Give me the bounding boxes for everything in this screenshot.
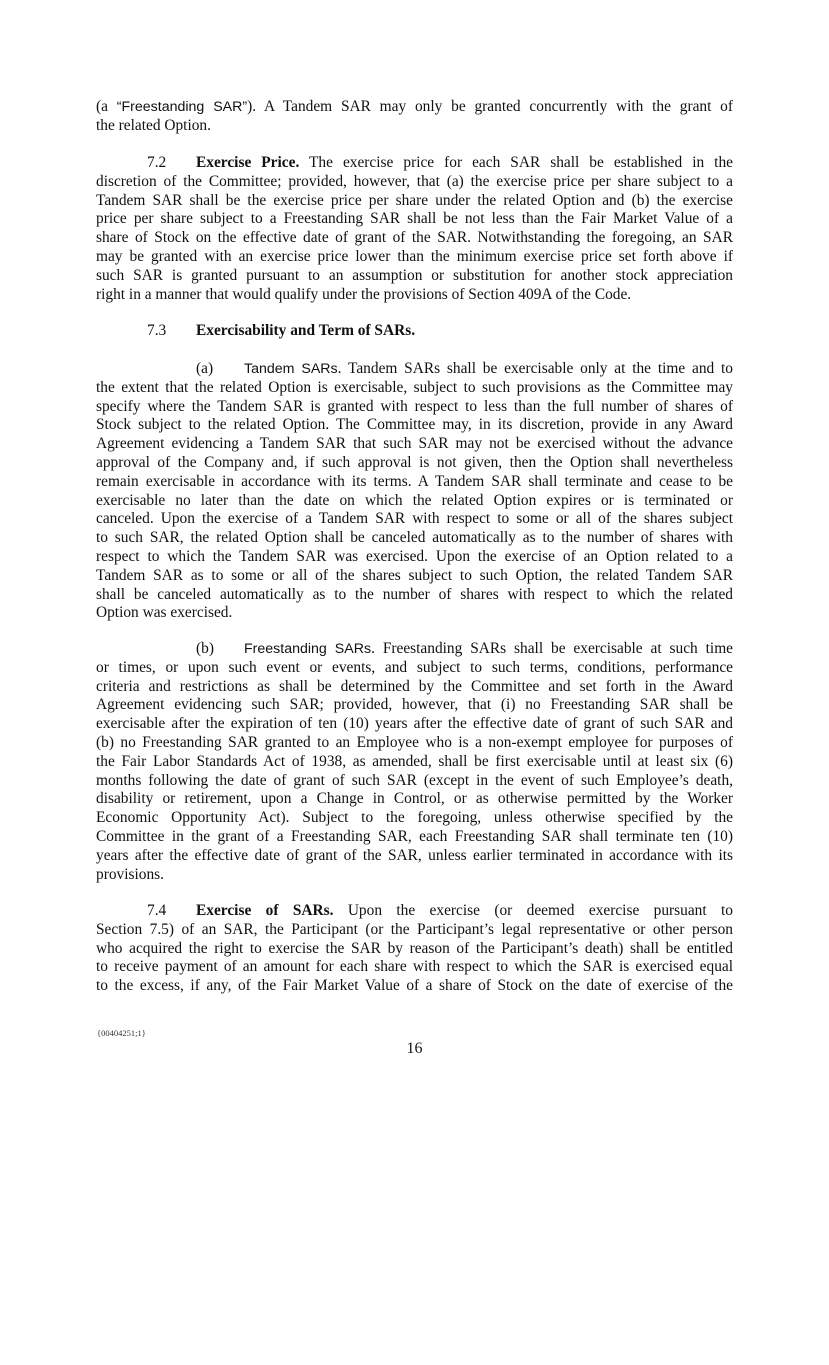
- text-line: criteria and restrictions as shall be determined by the Committee and set forth in the Award: [96, 677, 733, 695]
- text-line: years after the effective date of grant of the SAR, unless earlier terminated in accordance with its: [96, 846, 733, 864]
- section-number: 7.3: [147, 322, 167, 339]
- text-line: disability or retirement, upon a Change in Control, or as otherwise permitted by the Worker: [96, 790, 733, 808]
- text-line: [96, 360, 733, 379]
- text-segment: (a: [96, 98, 117, 115]
- line-group: [96, 659, 733, 885]
- text-segment: Upon the exercise (or deemed exercise pursuant to: [333, 902, 733, 919]
- text-line: shall be canceled automatically as to the number of shares with respect to which the related: [96, 585, 733, 603]
- section-heading: Exercise Price.: [196, 154, 300, 171]
- text-segment: [244, 640, 733, 659]
- text-segment: [196, 154, 733, 173]
- section-7-2: [96, 154, 733, 304]
- text-line: [96, 98, 733, 117]
- text-line: discretion of the Committee; provided, however, that (a) the exercise price per share subject to a: [96, 172, 733, 190]
- text-line: or times, or upon such event or events, and subject to such terms, conditions, performance: [96, 658, 733, 676]
- text-line: Section 7.5) of an SAR, the Participant (or the Participant’s legal representative or other person: [96, 920, 733, 938]
- text-line: to such SAR, the related Option shall be canceled automatically as to the number of shares with: [96, 529, 733, 547]
- text-line: such SAR is granted pursuant to an assumption or substitution for another stock appreciation: [96, 266, 733, 284]
- section-7-3: [96, 322, 733, 341]
- text-line: [96, 154, 733, 173]
- section-7-3-a: [96, 360, 733, 623]
- text-line: (b) no Freestanding SAR granted to an Employee who is a non-exempt employee for purposes of: [96, 733, 733, 751]
- subsection-label: (b): [196, 640, 214, 657]
- defined-term: Freestanding SARs: [244, 641, 372, 657]
- text-line: to receive payment of an amount for each share with respect to which the SAR is exercised equal: [96, 958, 733, 976]
- text-segment: ). A Tandem SAR may only be granted concurrently with the grant of: [247, 98, 733, 115]
- text-segment: The exercise price for each SAR shall be established in the: [299, 154, 733, 171]
- section-heading: Exercisability and Term of SARs.: [196, 322, 416, 339]
- section-7-3-b: [96, 640, 733, 884]
- text-line: Tandem SAR shall be the exercise price per share under the related Option and (b) the exercise: [96, 191, 733, 209]
- text-line: months following the date of grant of such SAR (except in the event of such Employee’s death,: [96, 771, 733, 789]
- text-line: price per share subject to a Freestanding SAR shall be not less than the Fair Market Value of a: [96, 210, 733, 228]
- section-7-4: [96, 902, 733, 996]
- text-segment: . Freestanding SARs shall be exercisable at such time: [371, 640, 733, 657]
- text-line: may be granted with an exercise price lower than the minimum exercise price set forth above if: [96, 247, 733, 265]
- defined-term: “Freestanding SAR”: [116, 99, 248, 115]
- text-line: Agreement evidencing such SAR; provided, however, that (i) no Freestanding SAR shall be: [96, 696, 733, 714]
- text-line: Stock subject to the related Option. The Committee may, in its discretion, provide in any Award: [96, 416, 733, 434]
- text-line: approval of the Company and, if such approval is not given, then the Option shall nevertheless: [96, 453, 733, 471]
- text-line: [96, 322, 733, 341]
- text-segment: . Tandem SARs shall be exercisable only at the time and to: [337, 360, 733, 377]
- text-line: respect to which the Tandem SAR was exercised. Upon the exercise of an Option related to a: [96, 547, 733, 565]
- text-line: share of Stock on the effective date of grant of the SAR. Notwithstanding the foregoing, an SAR: [96, 229, 733, 247]
- document-code: {00404251;1}: [97, 1028, 146, 1038]
- text-line: to the excess, if any, of the Fair Market Value of a share of Stock on the date of exercise of the: [96, 977, 733, 995]
- section-number: 7.2: [147, 154, 167, 171]
- section-heading: Exercise of SARs.: [196, 902, 334, 919]
- text-line: exercisable after the expiration of ten (10) years after the effective date of grant of such SAR and: [96, 715, 733, 733]
- text-line: [96, 902, 733, 921]
- text-line: who acquired the right to exercise the SAR by reason of the Participant’s death) shall be entitled: [96, 939, 733, 957]
- text-line: Economic Opportunity Act). Subject to the foregoing, unless otherwise specified by the: [96, 809, 733, 827]
- text-line: Option was exercised.: [96, 604, 233, 622]
- defined-term: Tandem SARs: [244, 361, 338, 377]
- section-number: 7.4: [147, 902, 167, 919]
- text-line: the extent that the related Option is exercisable, subject to such provisions as the Committee may: [96, 378, 733, 396]
- line-group: [96, 173, 733, 305]
- text-segment: [244, 360, 733, 379]
- paragraph-freestanding-intro: [96, 98, 733, 136]
- subsection-label: (a): [196, 360, 214, 377]
- text-line: remain exercisable in accordance with its terms. A Tandem SAR shall terminate and cease to be: [96, 472, 733, 490]
- text-line: Agreement evidencing a Tandem SAR that such SAR may not be exercised without the advance: [96, 435, 733, 453]
- text-line: Committee in the grant of a Freestanding SAR, each Freestanding SAR shall terminate ten (10): [96, 827, 733, 845]
- text-line: specify where the Tandem SAR is granted with respect to less than the full number of shares of: [96, 397, 733, 415]
- text-line: [96, 640, 733, 659]
- text-line: provisions.: [96, 865, 164, 883]
- text-line: exercisable no later than the date on which the related Option expires or is terminated or: [96, 491, 733, 509]
- line-group: [96, 921, 733, 996]
- text-line: the related Option.: [96, 116, 211, 134]
- line-group: [96, 379, 733, 623]
- text-line: right in a manner that would qualify under the provisions of Section 409A of the Code.: [96, 285, 632, 303]
- page-number: 16: [406, 1040, 423, 1057]
- line-group: [96, 117, 733, 136]
- text-line: the Fair Labor Standards Act of 1938, as amended, shall be first exercisable until at least six (6): [96, 752, 733, 770]
- text-segment: [196, 902, 733, 921]
- text-line: canceled. Upon the exercise of a Tandem SAR with respect to some or all of the shares subject: [96, 510, 733, 528]
- text-line: Tandem SAR as to some or all of the shares subject to such Option, the related Tandem SAR: [96, 566, 733, 584]
